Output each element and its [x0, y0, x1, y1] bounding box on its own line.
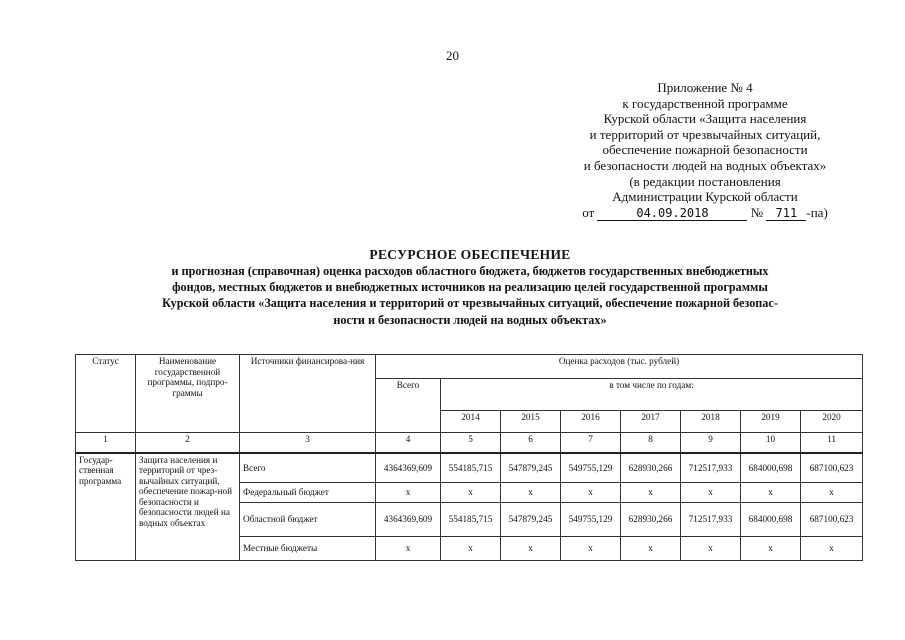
- number-suffix: -па): [806, 204, 828, 220]
- header-year: 2020: [801, 411, 863, 433]
- value-cell: х: [621, 537, 681, 561]
- appendix-line: (в редакции постановления: [629, 173, 781, 189]
- header-source: Источники финансирова-ния: [240, 355, 376, 433]
- appendix-date-line: [540, 205, 870, 221]
- table-row: [76, 453, 863, 483]
- value-cell: х: [376, 483, 441, 503]
- value-cell: х: [621, 483, 681, 503]
- source-cell: Местные бюджеты: [240, 537, 376, 561]
- program-name-cell: Защита населения и территорий от чрез-вычайных ситуаций, обеспечение пожар-ной безопасности и безопасности людей на водных объектах: [136, 453, 240, 561]
- value-cell: х: [741, 537, 801, 561]
- value-cell: х: [501, 537, 561, 561]
- appendix-line: Приложение № 4: [657, 80, 753, 95]
- value-cell: х: [561, 483, 621, 503]
- index-cell: 9: [681, 433, 741, 453]
- index-cell: 1: [76, 433, 136, 453]
- header-total: Всего: [376, 379, 441, 433]
- index-cell: 11: [801, 433, 863, 453]
- heading-subtitle-line: Курской области «Защита населения и территорий от чрезвычайных ситуаций, обеспечение пожарной безопас-: [162, 296, 778, 311]
- value-cell: 554185,715: [441, 503, 501, 537]
- value-cell: х: [561, 537, 621, 561]
- index-cell: 8: [621, 433, 681, 453]
- value-cell: х: [681, 537, 741, 561]
- index-cell: 10: [741, 433, 801, 453]
- value-cell: 547879,245: [501, 453, 561, 483]
- value-cell: х: [741, 483, 801, 503]
- header-year: 2015: [501, 411, 561, 433]
- index-cell: 7: [561, 433, 621, 453]
- appendix-block: [540, 80, 870, 221]
- header-estimate: Оценка расходов (тыс. рублей): [376, 355, 863, 379]
- index-cell: 3: [240, 433, 376, 453]
- number-prefix: №: [750, 204, 764, 220]
- value-cell: х: [801, 483, 863, 503]
- value-cell: 554185,715: [441, 453, 501, 483]
- header-by-years: в том числе по годам:: [441, 379, 863, 411]
- index-cell: 5: [441, 433, 501, 453]
- header-status: Статус: [76, 355, 136, 433]
- value-cell: 684000,698: [741, 453, 801, 483]
- heading-subtitle-line: фондов, местных бюджетов и внебюджетных источников на реализацию целей государственной программы: [172, 280, 768, 295]
- document-heading: [70, 247, 870, 328]
- decree-date: 04.09.2018: [597, 207, 747, 221]
- value-cell: 628930,266: [621, 503, 681, 537]
- date-prefix: от: [582, 204, 595, 220]
- value-cell: х: [801, 537, 863, 561]
- value-cell: 547879,245: [501, 503, 561, 537]
- value-cell: 687100,623: [801, 453, 863, 483]
- index-cell: 4: [376, 433, 441, 453]
- appendix-line: к государственной программе: [622, 95, 788, 111]
- index-cell: 6: [501, 433, 561, 453]
- appendix-line: Администрации Курской области: [612, 189, 798, 205]
- index-cell: 2: [136, 433, 240, 453]
- source-cell: Федеральный бюджет: [240, 483, 376, 503]
- value-cell: 4364369,609: [376, 453, 441, 483]
- appendix-line: Курской области «Защита населения: [603, 111, 807, 127]
- source-cell: Областной бюджет: [240, 503, 376, 537]
- heading-subtitle-line: и прогнозная (справочная) оценка расходов областного бюджета, бюджетов государственных внебюджетных: [171, 264, 769, 278]
- value-cell: 549755,129: [561, 503, 621, 537]
- value-cell: х: [501, 483, 561, 503]
- appendix-line: обеспечение пожарной безопасности: [602, 142, 808, 158]
- value-cell: 687100,623: [801, 503, 863, 537]
- decree-number: 711: [766, 207, 806, 221]
- header-year: 2018: [681, 411, 741, 433]
- appendix-line: и безопасности людей на водных объектах»: [583, 157, 827, 173]
- value-cell: 684000,698: [741, 503, 801, 537]
- header-program-name: Наименование государственной программы, подпро-граммы: [136, 355, 240, 433]
- page-number: 20: [446, 48, 459, 63]
- header-year: 2014: [441, 411, 501, 433]
- header-year: 2019: [741, 411, 801, 433]
- value-cell: 4364369,609: [376, 503, 441, 537]
- value-cell: 712517,933: [681, 503, 741, 537]
- value-cell: 712517,933: [681, 453, 741, 483]
- value-cell: х: [376, 537, 441, 561]
- source-cell: Всего: [240, 453, 376, 483]
- appendix-line: и территорий от чрезвычайных ситуаций,: [589, 126, 821, 142]
- heading-title: РЕСУРСНОЕ ОБЕСПЕЧЕНИЕ: [369, 247, 571, 262]
- value-cell: 628930,266: [621, 453, 681, 483]
- heading-subtitle-line: ности и безопасности людей на водных объектах»: [333, 312, 607, 327]
- value-cell: х: [681, 483, 741, 503]
- value-cell: 549755,129: [561, 453, 621, 483]
- resource-table: [75, 354, 863, 561]
- value-cell: х: [441, 537, 501, 561]
- header-year: 2016: [561, 411, 621, 433]
- status-cell: Государ-ственная программа: [76, 453, 136, 561]
- value-cell: х: [441, 483, 501, 503]
- header-year: 2017: [621, 411, 681, 433]
